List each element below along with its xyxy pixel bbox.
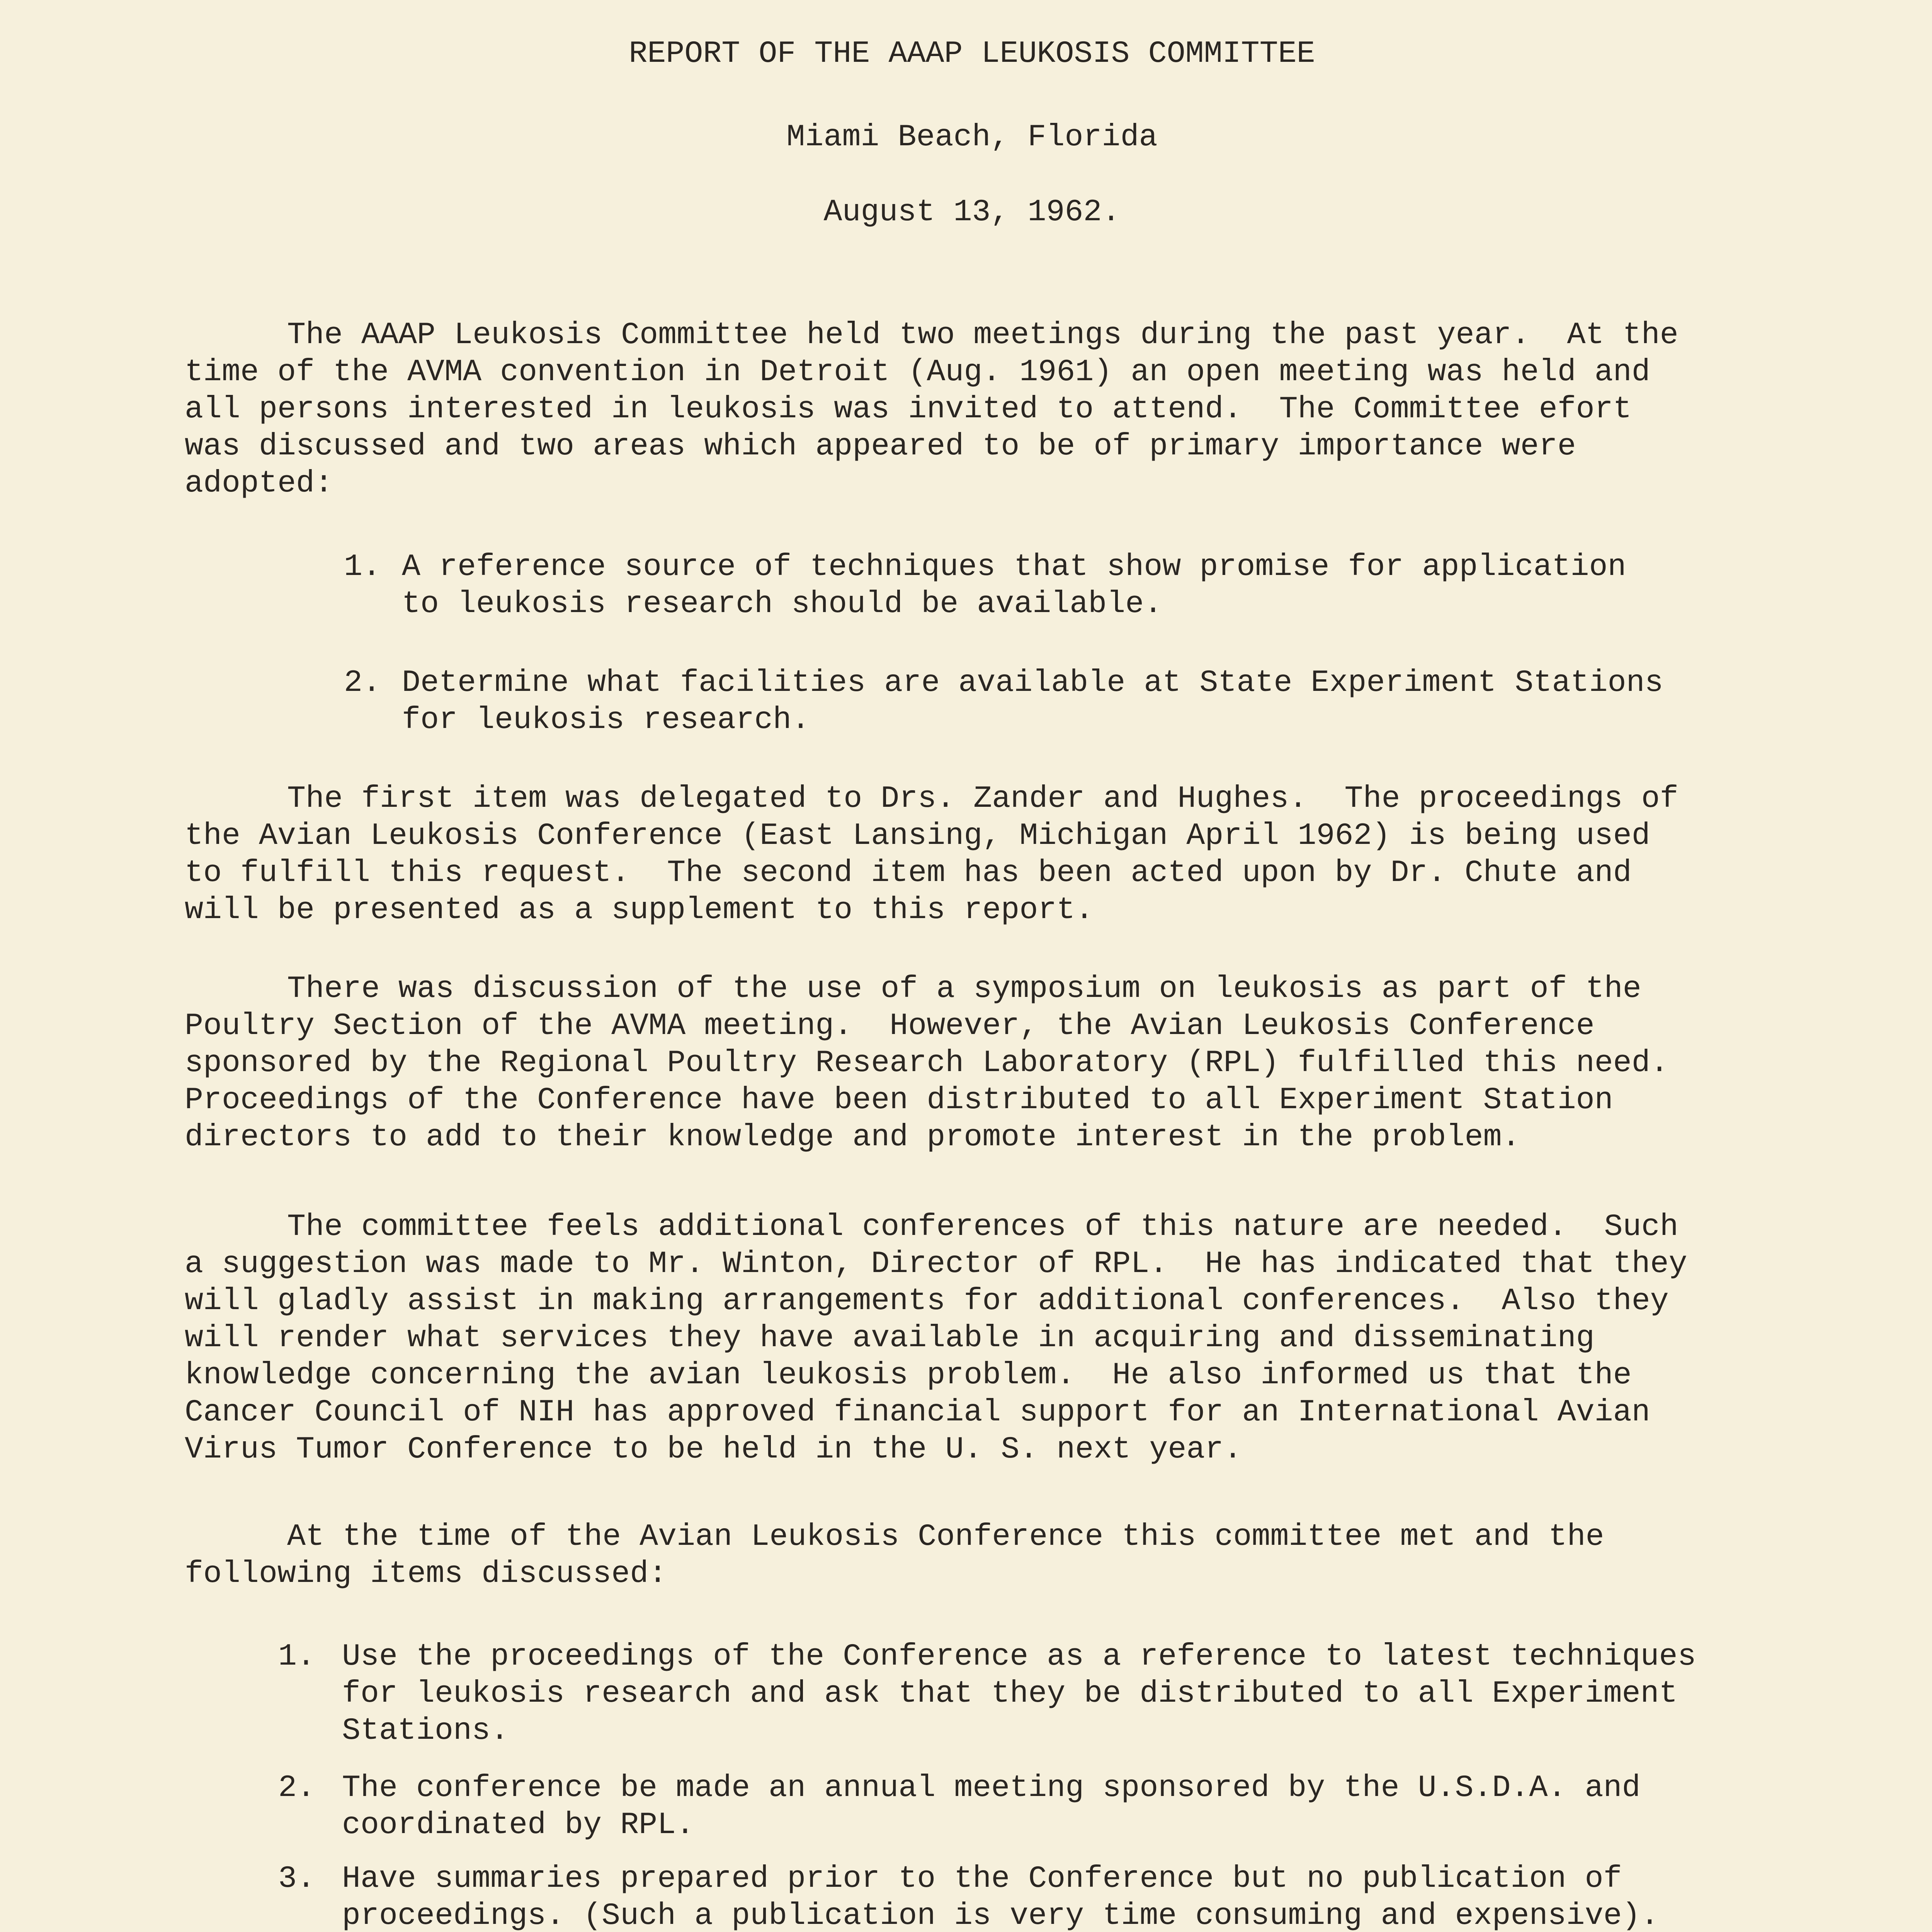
paragraph-committee-met	[185, 1519, 1769, 1593]
text-line: Virus Tumor Conference to be held in the U. S. next year.	[185, 1432, 1242, 1467]
text-line: Cancer Council of NIH has approved financial support for an International Avian	[185, 1395, 1650, 1430]
paragraph-symposium	[185, 971, 1769, 1156]
text-line: the Avian Leukosis Conference (East Lansing, Michigan April 1962) is being used	[185, 818, 1650, 854]
text-line: coordinated by RPL.	[342, 1808, 695, 1843]
paragraph-conferences	[185, 1209, 1769, 1468]
text-line: following items discussed:	[185, 1556, 667, 1592]
text-line: sponsored by the Regional Poultry Research Laboratory (RPL) fulfilled this need.	[185, 1046, 1669, 1081]
list-item-number: 3.	[278, 1861, 316, 1896]
text-line: directors to add to their knowledge and promote interest in the problem.	[185, 1120, 1520, 1155]
report-date: August 13, 1962.	[823, 195, 1121, 230]
text-line: There was discussion of the use of a symposium on leukosis as part of the	[287, 971, 1641, 1007]
text-line: The AAAP Leukosis Committee held two meetings during the past year. At the	[287, 318, 1679, 353]
text-line: The committee feels additional conferences of this nature are needed. Such	[287, 1209, 1679, 1245]
text-line: A reference source of techniques that show promise for application	[402, 549, 1626, 585]
text-line: Poultry Section of the AVMA meeting. However, the Avian Leukosis Conference	[185, 1009, 1595, 1044]
report-location: Miami Beach, Florida	[786, 120, 1158, 155]
text-line: At the time of the Avian Leukosis Conference this committee met and the	[287, 1519, 1604, 1554]
text-line: Proceedings of the Conference have been distributed to all Experiment Station	[185, 1083, 1613, 1118]
text-line: The first item was delegated to Drs. Zander and Hughes. The proceedings of	[287, 781, 1679, 816]
text-line: time of the AVMA convention in Detroit (Aug. 1961) an open meeting was held and	[185, 355, 1650, 390]
list-item-number: 1.	[278, 1639, 316, 1674]
text-line: all persons interested in leukosis was invited to attend. The Committee efort	[185, 392, 1632, 427]
report-title: REPORT OF THE AAAP LEUKOSIS COMMITTEE	[629, 36, 1315, 71]
text-line: Have summaries prepared prior to the Conference but no publication of	[342, 1861, 1622, 1896]
text-line: will render what services they have available in acquiring and disseminating	[185, 1321, 1595, 1356]
list-item-number: 2.	[344, 665, 381, 701]
text-line: Use the proceedings of the Conference as a reference to latest techniques	[342, 1639, 1696, 1674]
text-line: knowledge concerning the avian leukosis problem. He also informed us that the	[185, 1358, 1632, 1393]
text-line: for leukosis research and ask that they be distributed to all Experiment	[342, 1676, 1678, 1711]
paragraph-first-item	[185, 781, 1769, 929]
list-item-number: 1.	[344, 549, 381, 585]
text-line: for leukosis research.	[402, 702, 810, 738]
text-line: Determine what facilities are available at State Experiment Stations	[402, 665, 1663, 701]
text-line: will gladly assist in making arrangements for additional conferences. Also they	[185, 1284, 1669, 1319]
list-item-number: 2.	[278, 1770, 316, 1806]
text-line: to leukosis research should be available.	[402, 587, 1163, 622]
text-line: will be presented as a supplement to this report.	[185, 893, 1094, 928]
text-line: a suggestion was made to Mr. Winton, Director of RPL. He has indicated that they	[185, 1247, 1687, 1282]
text-line: was discussed and two areas which appeared to be of primary importance were	[185, 429, 1576, 464]
text-line: Stations.	[342, 1713, 509, 1748]
text-line: The conference be made an annual meeting sponsored by the U.S.D.A. and	[342, 1770, 1641, 1806]
text-line: to fulfill this request. The second item has been acted upon by Dr. Chute and	[185, 855, 1632, 891]
text-line: adopted:	[185, 466, 333, 501]
text-line: proceedings. (Such a publication is very time consuming and expensive).	[342, 1898, 1659, 1932]
paragraph-meetings	[185, 317, 1769, 502]
